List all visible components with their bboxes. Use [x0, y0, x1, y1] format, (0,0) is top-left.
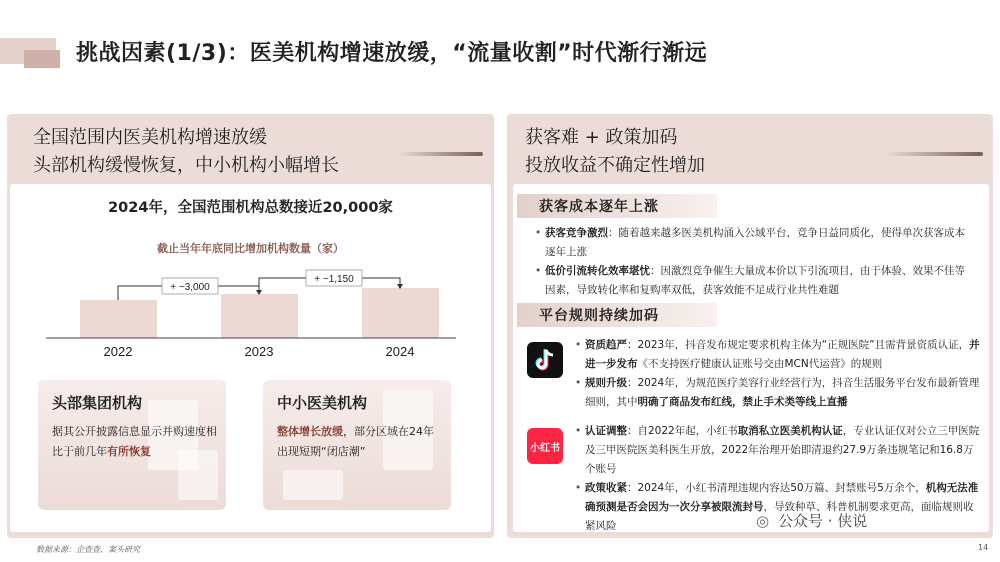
item-emphasis: 机构无法准确预测是否会因为一次分享被限流封号 [585, 482, 979, 513]
left-heading-line1: 全国范围内医美机构增速放缓 [33, 127, 267, 148]
bar-2023 [221, 294, 298, 338]
decorative-shape [283, 470, 343, 500]
list-item [535, 224, 971, 262]
item-label: 政策收紧 [585, 482, 627, 494]
section-platform-rules [517, 303, 717, 327]
small-clinic-text [277, 422, 443, 462]
right-panel-heading [525, 124, 705, 180]
item-label: 低价引流转化效率堪忧 [545, 265, 650, 277]
item-label: 认证调整 [585, 425, 627, 437]
list-item [575, 422, 981, 479]
right-card [513, 184, 989, 532]
right-heading-line2: 投放收益不确定性增加 [525, 155, 705, 176]
item-label: 规则升级 [585, 377, 627, 389]
item-text: ：2024年，为规范医疗美容行业经营行为，抖音生活服务平台发布最新管理细则，其中 [585, 377, 980, 408]
item-text: ：随着越来越多医美机构涌入公域平台，竞争日益同质化，使得单次获客成本逐年上涨 [545, 227, 965, 258]
xiaohongshu-logo-text: 小红书 [530, 443, 560, 454]
item-emphasis: 取消私立医美机构认证 [737, 425, 843, 437]
head-group-text [52, 422, 218, 462]
xiaohongshu-icon [527, 428, 563, 464]
list-item [535, 262, 971, 300]
section-acquisition-cost [517, 194, 717, 218]
item-label: 资质趋严 [585, 339, 627, 351]
section-acquisition-cost-title: 获客成本逐年上涨 [539, 199, 659, 215]
institution-growth-chart [10, 254, 491, 364]
right-panel [507, 114, 993, 538]
delta-label-2: + ~1,150 [314, 274, 354, 285]
left-heading-rule [399, 152, 483, 156]
chart-subtitle: 截止当年年底同比增加机构数量（家） [157, 242, 344, 255]
acquisition-list [535, 224, 971, 300]
wechat-icon: ◎ [756, 512, 770, 530]
item-text: ，专业认证仅对公立三甲医院及三甲医院医美科医生开放，2022年治理开始即清退约27.9万条违规笔记和16.8万个账号 [585, 425, 980, 475]
item-emphasis: 明确了商品发布红线，禁止手术类等线上直播 [637, 396, 848, 408]
item-text: ：自2022年起，小红书 [627, 425, 738, 437]
douyin-rules-list [575, 336, 981, 412]
head-group-title: 头部集团机构 [52, 394, 143, 412]
right-heading-line1: 获客难 + 政策加码 [525, 127, 678, 148]
list-item [575, 336, 981, 374]
small-clinic-title: 中小医美机构 [277, 394, 368, 412]
list-item [575, 374, 981, 412]
page-title: 挑战因素(1/3)：医美机构增速放缓，“流量收割”时代渐行渐远 [76, 41, 708, 66]
x-label-2022: 2022 [103, 344, 133, 359]
item-emphasis: 并进一步发布 [585, 339, 980, 370]
left-card [10, 184, 491, 532]
watermark [756, 510, 867, 531]
watermark-text: 公众号 · 侠说 [778, 512, 868, 530]
bar-2024 [362, 288, 439, 338]
item-text: ：因激烈竞争催生大量成本价以下引流项目，由于体验、效果不佳等因素，导致转化率和复购率双低，获客效能不足成行业共性难题 [545, 265, 965, 296]
bar-2022 [80, 300, 157, 338]
right-heading-rule [887, 152, 983, 156]
delta-label-1: + ~3,000 [170, 282, 210, 293]
section-platform-rules-title: 平台规则持续加码 [539, 308, 659, 324]
title-decoration-accent [24, 50, 60, 68]
item-label: 获客竞争激烈 [545, 227, 608, 239]
small-clinic-desc: ，部分区域在24年出现短期“闭店潮” [277, 425, 434, 458]
item-text: ，导致种草、科普机制要求更高，面临规则收紧风险 [585, 501, 974, 532]
page-number: 14 [978, 543, 989, 552]
small-clinic-box [263, 380, 451, 510]
left-heading-line2: 头部机构缓慢恢复，中小机构小幅增长 [33, 155, 339, 176]
item-text: ：2023年，抖音发布规定要求机构主体为“正规医院”且需背景资质认证， [627, 339, 970, 351]
left-panel-heading [33, 124, 339, 180]
x-label-2024: 2024 [385, 344, 415, 359]
chart-title: 2024年，全国范围机构总数接近20,000家 [108, 200, 393, 216]
item-text: ：2024年，小红书清理违规内容达50万篇、封禁账号5万余个， [627, 482, 926, 494]
head-group-emphasis: 有所恢复 [107, 445, 151, 458]
left-panel [7, 114, 494, 538]
item-text: 《不支持医疗健康认证账号交由MCN代运营》的规则 [637, 358, 883, 370]
small-clinic-emphasis: 整体增长放缓 [277, 425, 343, 438]
tiktok-icon [527, 342, 563, 378]
data-source: 数据来源：企查查、案头研究 [36, 545, 140, 554]
head-group-desc: 据其公开披露信息显示并购速度相比于前几年 [52, 425, 217, 458]
x-label-2023: 2023 [244, 344, 274, 359]
head-group-box [38, 380, 226, 510]
